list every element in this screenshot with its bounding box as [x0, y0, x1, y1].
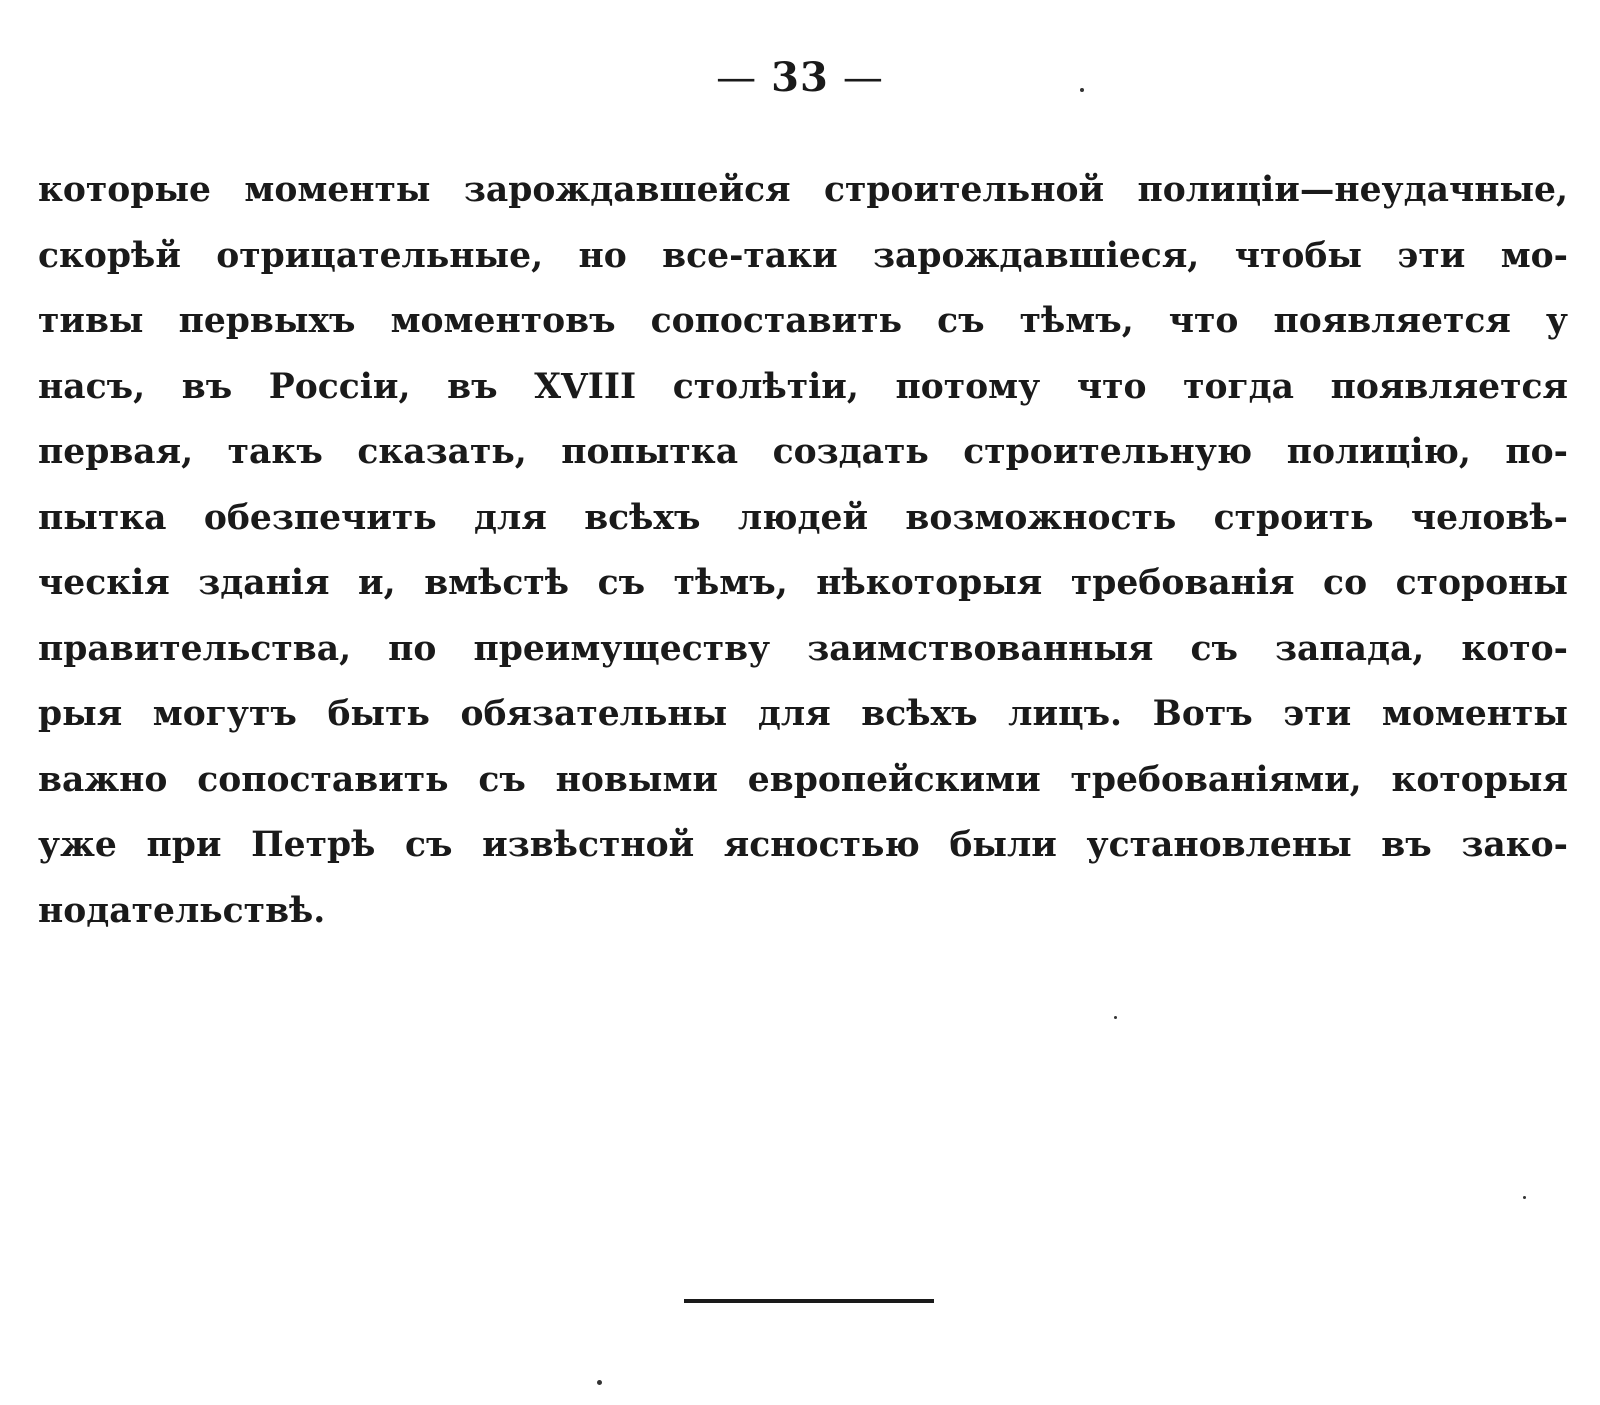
body-paragraph: [38, 158, 1568, 944]
page-number-left-dash: —: [716, 55, 758, 101]
print-speck: [597, 1380, 602, 1385]
print-speck: [1523, 1196, 1526, 1199]
text-line: насъ, въ Россіи, въ XVIII столѣтіи, потому что тогда появляется: [38, 366, 1568, 407]
page-number-header: [0, 48, 1600, 108]
text-line: рыя могутъ быть обязательны для всѣхъ лицъ. Вотъ эти моменты: [38, 694, 1568, 734]
text-line: тивы первыхъ моментовъ сопоставить съ тѣмъ, что появляется у: [38, 301, 1568, 341]
text-line: первая, такъ сказать, попытка создать строительную полицію, по-: [38, 432, 1568, 472]
text-line: ческія зданія и, вмѣстѣ съ тѣмъ, нѣкоторыя требованія со стороны: [38, 563, 1568, 603]
text-line: уже при Петрѣ съ извѣстной ясностью были установлены въ зако-: [38, 825, 1568, 865]
print-speck: [1114, 1016, 1117, 1019]
text-line-last: нодательствѣ.: [38, 890, 326, 931]
text-line: скорѣй отрицательные, но все-таки зарождавшіеся, чтобы эти мо-: [38, 235, 1568, 276]
section-end-rule: [684, 1299, 934, 1303]
text-line: важно сопоставить съ новыми европейскими требованіями, которыя: [38, 759, 1568, 800]
page-number-right-dash: —: [842, 55, 884, 101]
page-number: 33: [771, 54, 829, 101]
text-line: пытка обезпечить для всѣхъ людей возможность строить человѣ-: [38, 497, 1568, 538]
text-line: которые моменты зарождавшейся строительной полиціи—неудачные,: [38, 170, 1568, 210]
print-speck: [1080, 88, 1084, 92]
text-line: правительства, по преимуществу заимствованныя съ запада, кото-: [38, 628, 1568, 669]
